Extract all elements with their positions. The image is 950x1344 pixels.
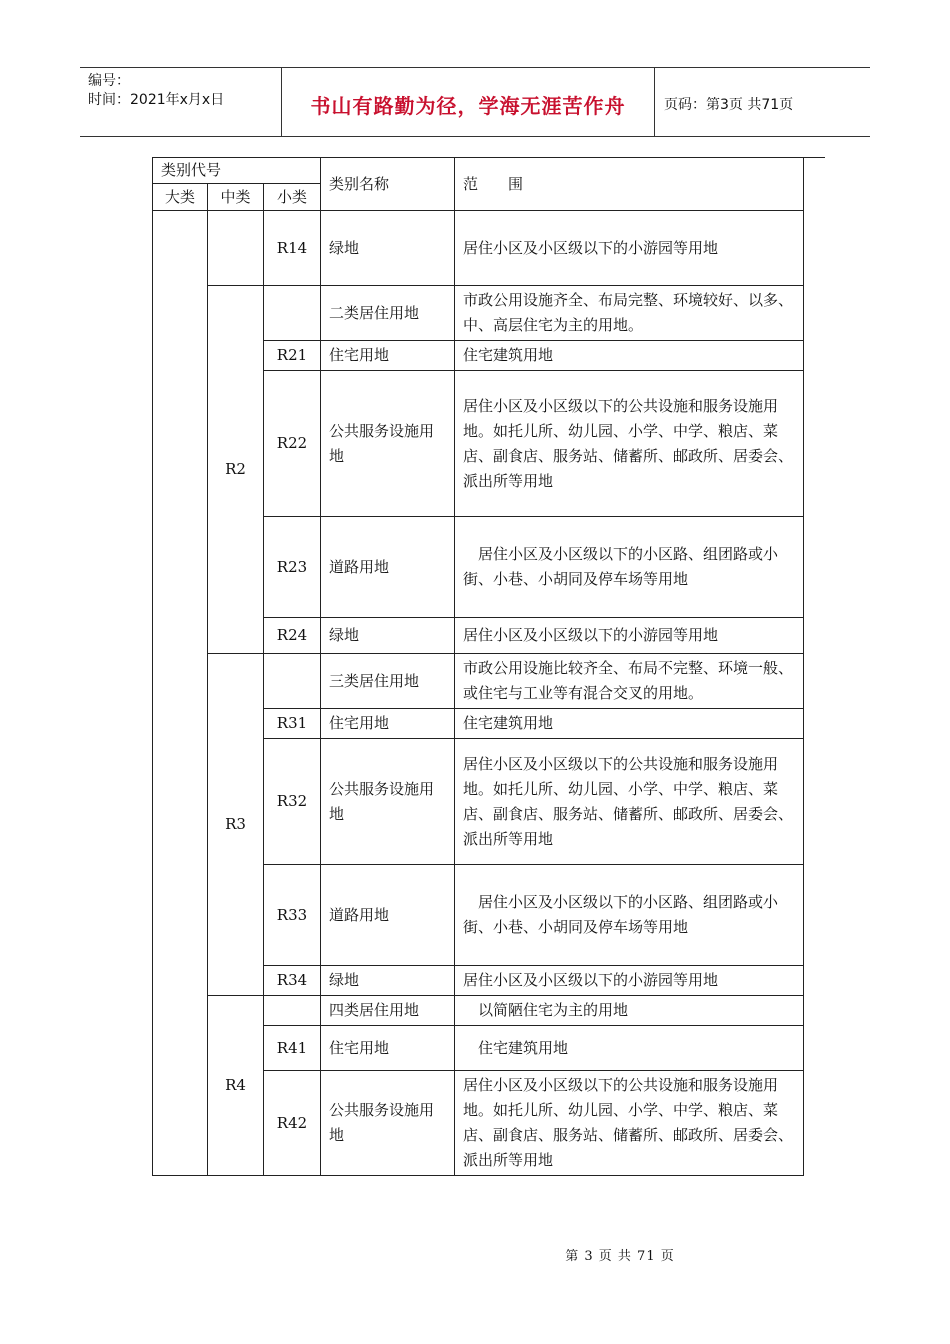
header-divider — [654, 68, 655, 136]
header-range: 范 围 — [455, 158, 804, 211]
category-range: 居住小区及小区级以下的公共设施和服务设施用地。如托儿所、幼儿园、小学、中学、粮店、菜店、副食店、服务站、储蓄所、邮政所、居委会、派出所等用地 — [455, 371, 804, 517]
table-row — [153, 996, 804, 1026]
minor-code: R23 — [264, 517, 321, 618]
minor-code: R33 — [264, 865, 321, 966]
category-name: 住宅用地 — [321, 341, 455, 371]
minor-code: R32 — [264, 739, 321, 865]
minor-code: R41 — [264, 1026, 321, 1071]
category-name: 二类居住用地 — [321, 286, 455, 341]
category-range: 住宅建筑用地 — [455, 341, 804, 371]
header-category-name: 类别名称 — [321, 158, 455, 211]
minor-code — [264, 654, 321, 709]
date-label: 时间：2021年x月x日 — [88, 92, 225, 108]
category-range: 住宅建筑用地 — [455, 1026, 804, 1071]
header-motto: 书山有路勤为径，学海无涯苦作舟 — [310, 94, 626, 118]
table-top-rule — [803, 157, 825, 158]
medium-category-cell — [208, 211, 264, 286]
header-medium: 中类 — [208, 184, 264, 211]
minor-code: R34 — [264, 966, 321, 996]
header-minor: 小类 — [264, 184, 321, 211]
land-use-table — [152, 157, 804, 1176]
minor-code: R42 — [264, 1071, 321, 1176]
category-name: 公共服务设施用地 — [321, 739, 455, 865]
medium-code: R3 — [208, 654, 264, 996]
category-name: 住宅用地 — [321, 709, 455, 739]
category-name: 道路用地 — [321, 517, 455, 618]
category-range: 住宅建筑用地 — [455, 709, 804, 739]
table-row — [153, 211, 804, 286]
minor-code: R24 — [264, 618, 321, 654]
minor-code: R31 — [264, 709, 321, 739]
header-category-code: 类别代号 — [153, 158, 321, 184]
header-major: 大类 — [153, 184, 208, 211]
header-meta — [88, 72, 224, 110]
table-row — [153, 654, 804, 709]
medium-code: R4 — [208, 996, 264, 1176]
minor-code — [264, 286, 321, 341]
table-header-row — [153, 158, 804, 184]
table-row — [153, 286, 804, 341]
category-name: 四类居住用地 — [321, 996, 455, 1026]
minor-code: R21 — [264, 341, 321, 371]
category-range: 居住小区及小区级以下的公共设施和服务设施用地。如托儿所、幼儿园、小学、中学、粮店、菜店、副食店、服务站、储蓄所、邮政所、居委会、派出所等用地 — [455, 1071, 804, 1176]
major-category-cell — [153, 211, 208, 1176]
category-name: 公共服务设施用地 — [321, 371, 455, 517]
serial-number-label: 编号： — [88, 73, 130, 89]
minor-code: R22 — [264, 371, 321, 517]
category-name: 绿地 — [321, 618, 455, 654]
category-range: 居住小区及小区级以下的小区路、组团路或小街、小巷、小胡同及停车场等用地 — [455, 865, 804, 966]
category-range: 市政公用设施比较齐全、布局不完整、环境一般、或住宅与工业等有混合交叉的用地。 — [455, 654, 804, 709]
category-name: 道路用地 — [321, 865, 455, 966]
category-name: 绿地 — [321, 211, 455, 286]
minor-code: R14 — [264, 211, 321, 286]
category-name: 住宅用地 — [321, 1026, 455, 1071]
category-range: 居住小区及小区级以下的公共设施和服务设施用地。如托儿所、幼儿园、小学、中学、粮店、菜店、副食店、服务站、储蓄所、邮政所、居委会、派出所等用地 — [455, 739, 804, 865]
header-page-info: 页码：第3页 共71页 — [664, 97, 794, 113]
category-name: 绿地 — [321, 966, 455, 996]
minor-code — [264, 996, 321, 1026]
medium-code: R2 — [208, 286, 264, 654]
category-range: 居住小区及小区级以下的小游园等用地 — [455, 966, 804, 996]
category-range: 居住小区及小区级以下的小区路、组团路或小街、小巷、小胡同及停车场等用地 — [455, 517, 804, 618]
category-name: 公共服务设施用地 — [321, 1071, 455, 1176]
category-range: 以简陋住宅为主的用地 — [455, 996, 804, 1026]
page-footer: 第 3 页 共 71 页 — [565, 1249, 675, 1264]
category-name: 三类居住用地 — [321, 654, 455, 709]
category-range: 居住小区及小区级以下的小游园等用地 — [455, 618, 804, 654]
document-header — [80, 67, 870, 137]
category-range: 居住小区及小区级以下的小游园等用地 — [455, 211, 804, 286]
category-range: 市政公用设施齐全、布局完整、环境较好、以多、中、高层住宅为主的用地。 — [455, 286, 804, 341]
